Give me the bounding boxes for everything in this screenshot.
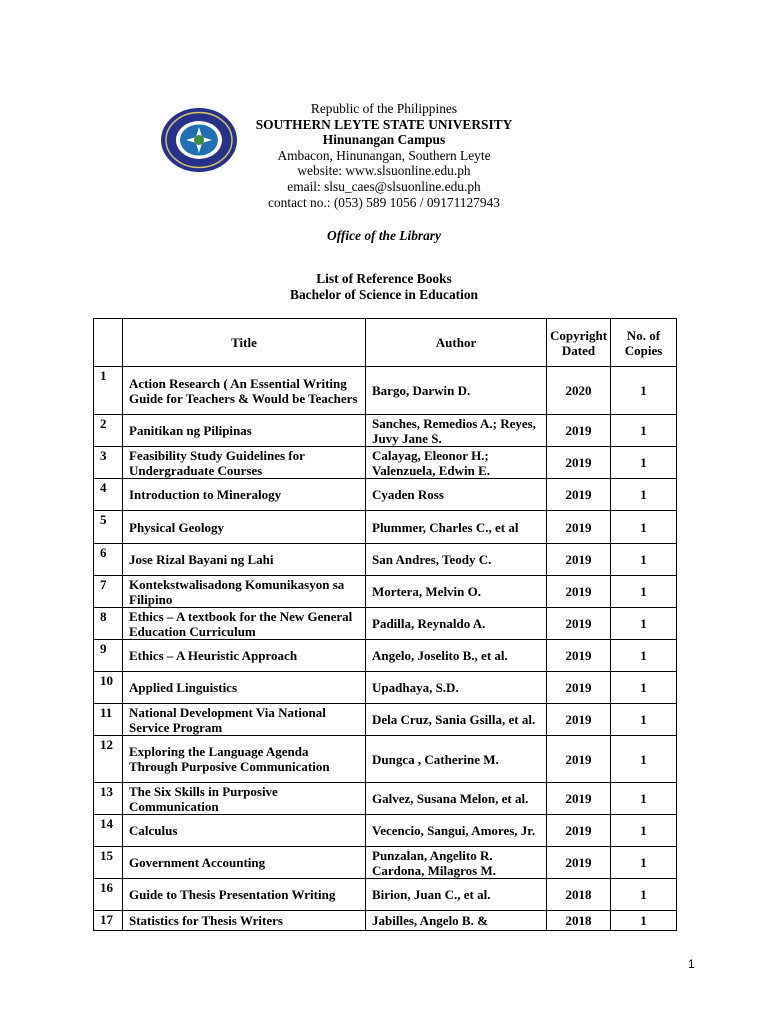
copyright-year: 2019	[547, 847, 611, 879]
row-number: 13	[94, 783, 123, 815]
header-copyright: Copyright Dated	[547, 319, 611, 367]
row-number: 17	[94, 911, 123, 931]
copyright-year: 2019	[547, 736, 611, 783]
row-number: 12	[94, 736, 123, 783]
copyright-year: 2018	[547, 911, 611, 931]
table-row	[94, 815, 677, 847]
copies-count: 1	[611, 576, 677, 608]
book-title: Panitikan ng Pilipinas	[123, 415, 366, 447]
book-title: Physical Geology	[123, 511, 366, 544]
copyright-year: 2019	[547, 544, 611, 576]
reference-books-table	[93, 318, 677, 931]
copyright-year: 2019	[547, 447, 611, 479]
book-author: Vecencio, Sangui, Amores, Jr.	[366, 815, 547, 847]
copies-count: 1	[611, 911, 677, 931]
row-number: 1	[94, 367, 123, 415]
copyright-year: 2019	[547, 704, 611, 736]
list-title: List of Reference Books	[316, 271, 452, 286]
seal-center	[194, 135, 204, 145]
book-title: Ethics – A textbook for the New General Education Curriculum	[123, 608, 366, 640]
book-title: Ethics – A Heuristic Approach	[123, 640, 366, 672]
table-row	[94, 367, 677, 415]
copies-count: 1	[611, 367, 677, 415]
copies-count: 1	[611, 608, 677, 640]
table-row	[94, 847, 677, 879]
row-number: 8	[94, 608, 123, 640]
list-heading	[0, 271, 768, 302]
book-author: Jabilles, Angelo B. &	[366, 911, 547, 931]
table-row	[94, 544, 677, 576]
letterhead	[240, 101, 528, 210]
book-author: Cyaden Ross	[366, 479, 547, 511]
header-title: Title	[123, 319, 366, 367]
copyright-year: 2020	[547, 367, 611, 415]
copies-count: 1	[611, 847, 677, 879]
contact-line: contact no.: (053) 589 1056 / 09171127943	[268, 194, 500, 210]
page-number: 1	[688, 957, 695, 971]
copyright-year: 2019	[547, 815, 611, 847]
copies-count: 1	[611, 415, 677, 447]
book-title: Feasibility Study Guidelines for Undergraduate Courses	[123, 447, 366, 479]
row-number: 10	[94, 672, 123, 704]
table-row	[94, 447, 677, 479]
book-author: Birion, Juan C., et al.	[366, 879, 547, 911]
table-row	[94, 415, 677, 447]
book-title: Calculus	[123, 815, 366, 847]
program-title: Bachelor of Science in Education	[290, 286, 478, 302]
copies-count: 1	[611, 640, 677, 672]
book-title: Exploring the Language Agenda Through Purposive Communication	[123, 736, 366, 783]
book-author: Calayag, Eleonor H.; Valenzuela, Edwin E.	[366, 447, 547, 479]
office-title: Office of the Library	[327, 228, 441, 243]
row-number: 11	[94, 704, 123, 736]
copies-count: 1	[611, 879, 677, 911]
book-author: Galvez, Susana Melon, et al.	[366, 783, 547, 815]
book-title: Introduction to Mineralogy	[123, 479, 366, 511]
book-title: Jose Rizal Bayani ng Lahi	[123, 544, 366, 576]
book-title: Statistics for Thesis Writers	[123, 911, 366, 931]
copyright-year: 2018	[547, 879, 611, 911]
row-number: 15	[94, 847, 123, 879]
copies-count: 1	[611, 736, 677, 783]
university-name: SOUTHERN LEYTE STATE UNIVERSITY	[255, 116, 513, 132]
book-author: Mortera, Melvin O.	[366, 576, 547, 608]
table-row	[94, 704, 677, 736]
book-author: Padilla, Reynaldo A.	[366, 608, 547, 640]
copyright-year: 2019	[547, 511, 611, 544]
book-author: Plummer, Charles C., et al	[366, 511, 547, 544]
copies-count: 1	[611, 815, 677, 847]
book-author: Sanches, Remedios A.; Reyes, Juvy Jane S.	[366, 415, 547, 447]
row-number: 3	[94, 447, 123, 479]
row-number: 16	[94, 879, 123, 911]
campus-name: Hinunangan Campus	[322, 132, 446, 148]
book-author: Dungca , Catherine M.	[366, 736, 547, 783]
copyright-year: 2019	[547, 415, 611, 447]
copies-count: 1	[611, 783, 677, 815]
book-author: Dela Cruz, Sania Gsilla, et al.	[366, 704, 547, 736]
table-row	[94, 511, 677, 544]
book-author: Angelo, Joselito B., et al.	[366, 640, 547, 672]
header-author: Author	[366, 319, 547, 367]
email-line: email: slsu_caes@slsuonline.edu.ph	[287, 178, 481, 194]
book-title: Applied Linguistics	[123, 672, 366, 704]
copyright-year: 2019	[547, 608, 611, 640]
copies-count: 1	[611, 672, 677, 704]
book-title: Action Research ( An Essential Writing Guide for Teachers & Would be Teachers	[123, 367, 366, 415]
table-row	[94, 576, 677, 608]
copyright-year: 2019	[547, 479, 611, 511]
copyright-year: 2019	[547, 576, 611, 608]
website-line: website: www.slsuonline.edu.ph	[297, 163, 471, 179]
copyright-year: 2019	[547, 783, 611, 815]
row-number: 6	[94, 544, 123, 576]
table-row	[94, 879, 677, 911]
book-title: Guide to Thesis Presentation Writing	[123, 879, 366, 911]
row-number: 2	[94, 415, 123, 447]
table-row	[94, 608, 677, 640]
copies-count: 1	[611, 479, 677, 511]
address-line: Ambacon, Hinunangan, Southern Leyte	[277, 147, 491, 163]
table-row	[94, 479, 677, 511]
copies-count: 1	[611, 511, 677, 544]
table-row	[94, 911, 677, 931]
book-title: The Six Skills in Purposive Communication	[123, 783, 366, 815]
row-number: 7	[94, 576, 123, 608]
book-author: Punzalan, Angelito R. Cardona, Milagros M.	[366, 847, 547, 879]
copyright-year: 2019	[547, 640, 611, 672]
row-number: 9	[94, 640, 123, 672]
book-author: Upadhaya, S.D.	[366, 672, 547, 704]
copies-count: 1	[611, 544, 677, 576]
book-author: Bargo, Darwin D.	[366, 367, 547, 415]
table-row	[94, 783, 677, 815]
row-number: 5	[94, 511, 123, 544]
university-seal-logo	[160, 107, 238, 173]
copies-count: 1	[611, 704, 677, 736]
book-title: Kontekstwalisadong Komunikasyon sa Filipino	[123, 576, 366, 608]
copyright-year: 2019	[547, 672, 611, 704]
header-number	[94, 319, 123, 367]
book-author: San Andres, Teody C.	[366, 544, 547, 576]
header-copies: No. of Copies	[611, 319, 677, 367]
table-row	[94, 640, 677, 672]
table-row	[94, 672, 677, 704]
book-title: National Development Via National Service Program	[123, 704, 366, 736]
table-header-row	[94, 319, 677, 367]
row-number: 14	[94, 815, 123, 847]
copies-count: 1	[611, 447, 677, 479]
book-title: Government Accounting	[123, 847, 366, 879]
republic-line: Republic of the Philippines	[310, 101, 458, 116]
table-row	[94, 736, 677, 783]
row-number: 4	[94, 479, 123, 511]
